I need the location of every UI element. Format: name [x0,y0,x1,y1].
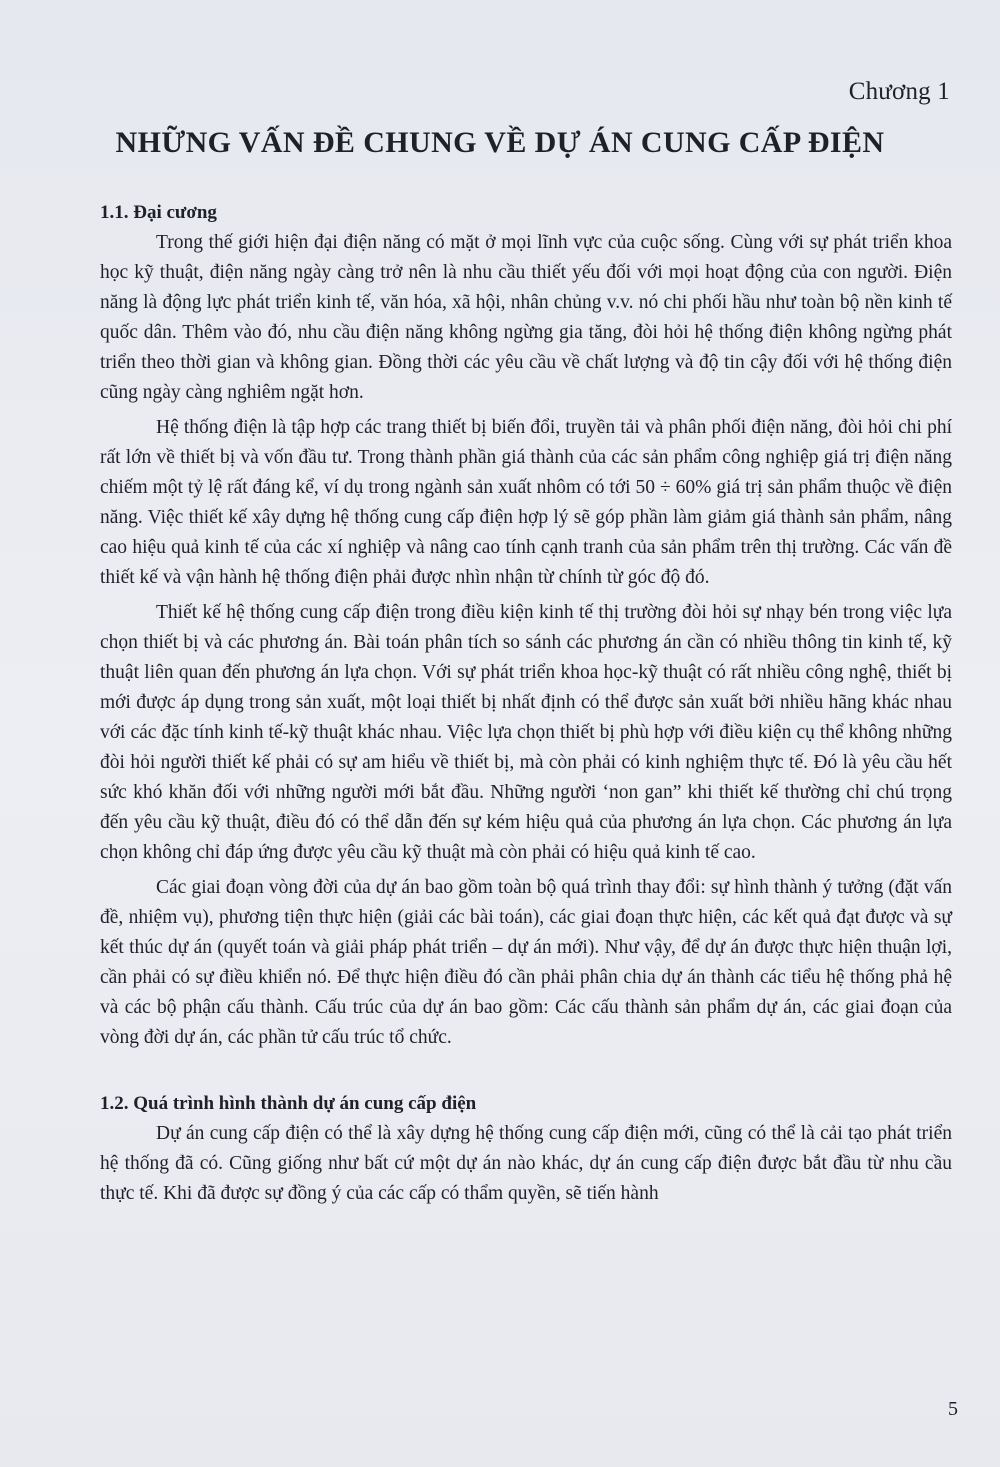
paragraph: Các giai đoạn vòng đời của dự án bao gồm toàn bộ quá trình thay đổi: sự hình thành ý tưởng (đặt vấn đề, nhiệm vụ), phương tiện thực hiện (giải các bài toán), các giai đoạn thực hiện, các kết quả đạt được và sự kết thúc dự án (quyết toán và giải pháp phát triển – dự án mới). Như vậy, để dự án được thực hiện thuận lợi, cần phải có sự điều khiển nó. Để thực hiện điều đó cần phải phân chia dự án thành các tiểu hệ thống phả hệ và các bộ phận cấu thành. Cấu trúc của dự án bao gồm: Các cấu thành sản phẩm dự án, các giai đoạn của vòng đời dự án, các phần tử cấu trúc tổ chức. [100,877,952,1048]
page-body [100,198,952,1209]
chapter-title: NHỮNG VẤN ĐỀ CHUNG VỀ DỰ ÁN CUNG CẤP ĐIỆN [115,126,885,159]
paragraph: Dự án cung cấp điện có thể là xây dựng hệ thống cung cấp điện mới, cũng có thể là cải tạo phát triển hệ thống đã có. Cũng giống như bất cứ một dự án nào khác, dự án cung cấp điện được bắt đầu từ nhu cầu thực tế. Khi đã được sự đồng ý của các cấp có thẩm quyền, sẽ tiến hành [100,1123,952,1204]
page-number: 5 [948,1398,958,1420]
paragraph: Trong thế giới hiện đại điện năng có mặt ở mọi lĩnh vực của cuộc sống. Cùng với sự phát triển khoa học kỹ thuật, điện năng ngày càng trở nên là nhu cầu thiết yếu đối với mọi hoạt động của con người. Điện năng là động lực phát triển kinh tế, văn hóa, xã hội, nhân chủng v.v. nó chi phối hầu như toàn bộ nền kinh tế quốc dân. Thêm vào đó, nhu cầu điện năng không ngừng gia tăng, đòi hỏi hệ thống điện không ngừng phát triển theo thời gian và không gian. Đồng thời các yêu cầu về chất lượng và độ tin cậy đối với hệ thống điện cũng ngày càng nghiêm ngặt hơn. [100,232,952,403]
paragraph: Thiết kế hệ thống cung cấp điện trong điều kiện kinh tế thị trường đòi hỏi sự nhạy bén trong việc lựa chọn thiết bị và các phương án. Bài toán phân tích so sánh các phương án cần có nhiều thông tin kinh tế, kỹ thuật liên quan đến phương án lựa chọn. Với sự phát triển khoa học-kỹ thuật có rất nhiều công nghệ, thiết bị mới được áp dụng trong sản xuất, một loại thiết bị nhất định có thể được sản xuất bởi nhiều hãng khác nhau với các đặc tính kinh tế-kỹ thuật khác nhau. Việc lựa chọn thiết bị phù hợp với điều kiện cụ thể không những đòi hỏi người thiết kế phải có sự am hiểu về thiết bị, mà còn phải có kinh nghiệm thực tế. Đó là yêu cầu hết sức khó khăn đối với những người mới bắt đầu. Những người ‘non gan” khi thiết kế thường chỉ chú trọng đến yêu cầu kỹ thuật, điều đó có thể dẫn đến sự kém hiệu quả của phương án lựa chọn. Các phương án lựa chọn không chỉ đáp ứng được yêu cầu kỹ thuật mà còn phải có hiệu quả kinh tế cao. [100,602,952,863]
chapter-label: Chương 1 [848,78,950,105]
section-heading-1-1: 1.1. Đại cương [100,202,217,223]
paragraph: Hệ thống điện là tập hợp các trang thiết bị biến đổi, truyền tải và phân phối điện năng, đòi hỏi chi phí rất lớn về thiết bị và vốn đầu tư. Trong thành phần giá thành của các sản phẩm công nghiệp giá trị điện năng chiếm một tỷ lệ rất đáng kể, ví dụ trong ngành sản xuất nhôm có tới 50 ÷ 60% giá trị sản phẩm thuộc về điện năng. Việc thiết kế xây dựng hệ thống cung cấp điện hợp lý sẽ góp phần làm giảm giá thành sản phẩm, nâng cao hiệu quả kinh tế của các xí nghiệp và nâng cao tính cạnh tranh của sản phẩm trên thị trường. Các vấn đề thiết kế và vận hành hệ thống điện phải được nhìn nhận từ chính từ góc độ đó. [100,417,952,588]
section-heading-1-2: 1.2. Quá trình hình thành dự án cung cấp điện [100,1093,477,1114]
